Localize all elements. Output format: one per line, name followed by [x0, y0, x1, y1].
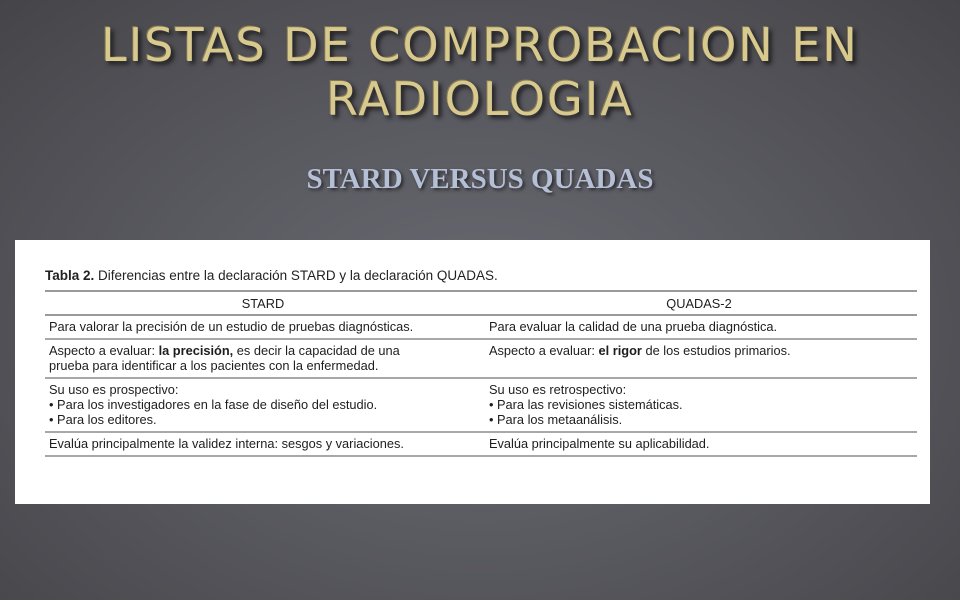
list-item: Su uso es prospectivo: — [49, 382, 179, 397]
cell-stard-purpose: Para valorar la precisión de un estudio de pruebas diagnósticas. — [45, 315, 481, 339]
cell-quadas-evaluates: Evalúa principalmente su aplicabilidad. — [481, 432, 917, 456]
list-item: • Para los editores. — [49, 412, 157, 427]
table-header-row — [45, 291, 917, 315]
table-row — [45, 315, 917, 339]
aspect-suffix: de los estudios primarios. — [641, 343, 791, 358]
table-caption-label: Tabla 2. — [45, 268, 95, 283]
slide-title: LISTAS DE COMPROBACION EN RADIOLOGIA — [101, 18, 859, 126]
table-caption-text: Diferencias entre la declaración STARD y la declaración QUADAS. — [94, 268, 498, 283]
header-quadas: QUADAS-2 — [481, 291, 917, 315]
table-row — [45, 432, 917, 456]
list-item: Su uso es retrospectivo: — [488, 382, 627, 397]
cell-stard-aspect-line2: prueba para identificar a los pacientes con la enfermedad. — [49, 358, 379, 373]
slide-subtitle: STARD VERSUS QUADAS — [306, 163, 654, 195]
aspect-suffix: es decir la capacidad de una — [233, 343, 400, 358]
cell-stard-evaluates: Evalúa principalmente la validez interna: sesgos y variaciones. — [45, 432, 481, 456]
cell-stard-aspect-line1 — [49, 343, 477, 358]
aspect-prefix: Aspecto a evaluar: — [488, 343, 599, 358]
comparison-table — [45, 290, 917, 457]
aspect-highlight: el rigor — [598, 343, 642, 358]
aspect-highlight: la precisión, — [158, 343, 234, 358]
cell-quadas-purpose: Para evaluar la calidad de una prueba diagnóstica. — [481, 315, 917, 339]
cell-quadas-use — [481, 378, 917, 432]
aspect-prefix: Aspecto a evaluar: — [49, 343, 159, 358]
list-item: • Para los investigadores en la fase de diseño del estudio. — [49, 397, 378, 412]
comparison-table-image — [15, 240, 930, 504]
table-row — [45, 378, 917, 432]
header-stard: STARD — [45, 291, 481, 315]
cell-stard-use — [45, 378, 481, 432]
cell-stard-aspect — [45, 339, 481, 378]
list-item: • Para las revisiones sistemáticas. — [488, 397, 683, 412]
table-row — [45, 339, 917, 378]
list-item: • Para los metaanálisis. — [488, 412, 623, 427]
table-caption — [45, 268, 916, 283]
cell-quadas-aspect — [481, 339, 917, 378]
